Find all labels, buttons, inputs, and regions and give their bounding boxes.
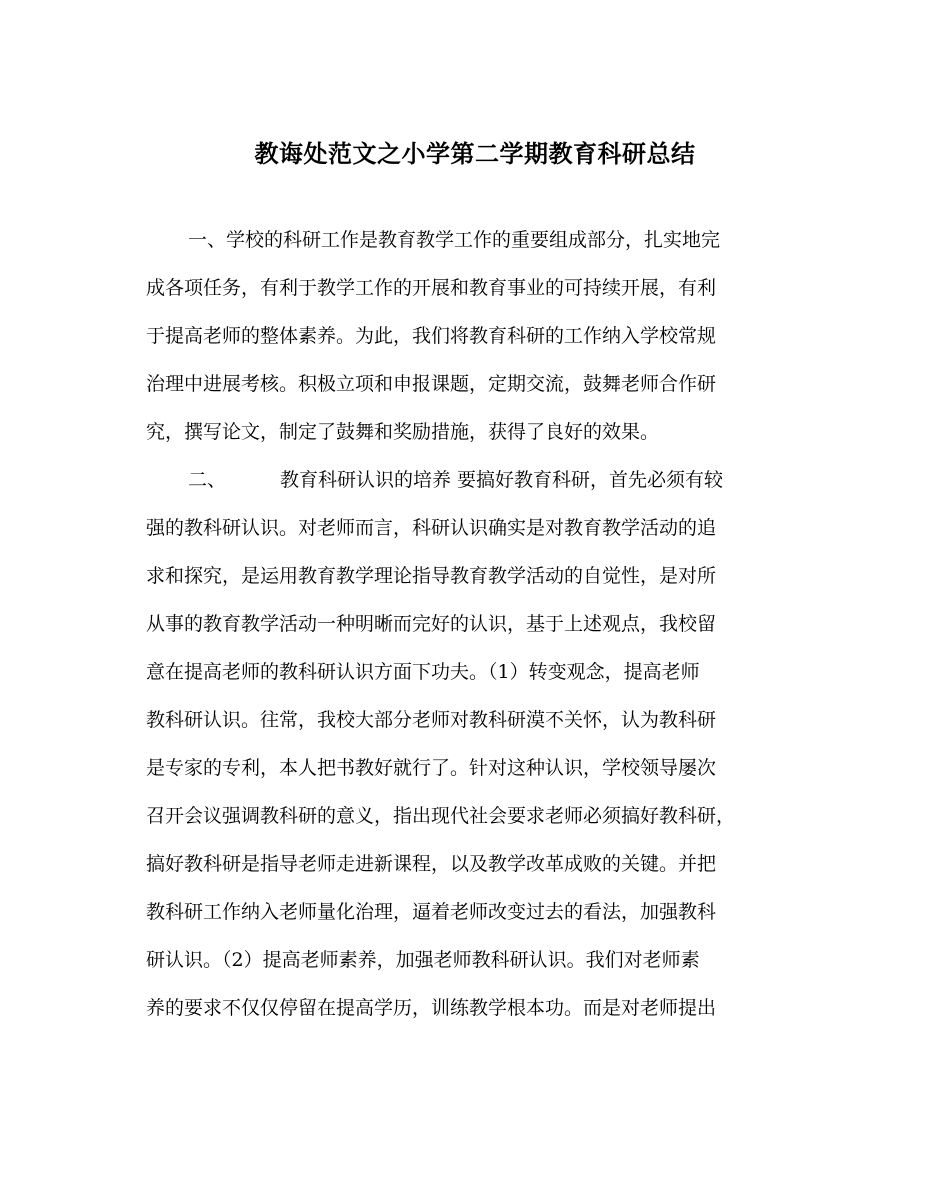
paragraph-2-line-3: 求和探究，是运用教育教学理论指导教育教学活动的自觉性，是对所	[146, 565, 717, 587]
section-heading-text: 教育科研认识的培养 要搞好教育科研，首先必须有较	[280, 469, 724, 491]
paragraph-2-line-5: 意在提高老师的教科研认识方面下功夫。（1）转变观念，提高老师	[146, 661, 700, 683]
paragraph-1-line-1: 一、学校的科研工作是教育教学工作的重要组成部分，扎实地完	[188, 229, 721, 251]
paragraph-2-line-11: 研认识。（2）提高老师素养，加强老师教科研认识。我们对老师素	[146, 949, 700, 971]
paragraph-2-line-1	[188, 464, 723, 496]
document-title: 教诲处范文之小学第二学期教育科研总结	[254, 139, 696, 168]
paragraph-2-line-8: 召开会议强调教科研的意义，指出现代社会要求老师必须搞好教科研，	[146, 805, 736, 827]
section-number: 二、	[188, 469, 227, 491]
paragraph-2-line-7: 是专家的专利，本人把书教好就行了。针对这种认识，学校领导屡次	[146, 757, 717, 779]
paragraph-2-line-6: 教科研认识。往常，我校大部分老师对教科研漠不关怀，认为教科研	[146, 709, 717, 731]
paragraph-2-line-10: 教科研工作纳入老师量化治理，逼着老师改变过去的看法，加强教科	[146, 901, 717, 923]
paragraph-1-line-5: 究，撰写论文，制定了鼓舞和奖励措施，获得了良好的效果。	[146, 421, 660, 443]
paragraph-1-line-3: 于提高老师的整体素养。为此，我们将教育科研的工作纳入学校常规	[146, 325, 717, 347]
paragraph-2-line-12: 养的要求不仅仅停留在提高学历，训练教学根本功。而是对老师提出	[146, 997, 717, 1019]
paragraph-2-line-9: 搞好教科研是指导老师走进新课程，以及教学改革成败的关键。并把	[146, 853, 717, 875]
paragraph-2-line-4: 从事的教育教学活动一种明晰而完好的认识，基于上述观点，我校留	[146, 613, 717, 635]
paragraph-2-line-2: 强的教科研认识。对老师而言，科研认识确实是对教育教学活动的追	[146, 517, 717, 539]
paragraph-1-line-2: 成各项任务，有利于教学工作的开展和教育事业的可持续开展，有利	[146, 277, 717, 299]
paragraph-1-line-4: 治理中进展考核。积极立项和申报课题，定期交流，鼓舞老师合作研	[146, 373, 717, 395]
